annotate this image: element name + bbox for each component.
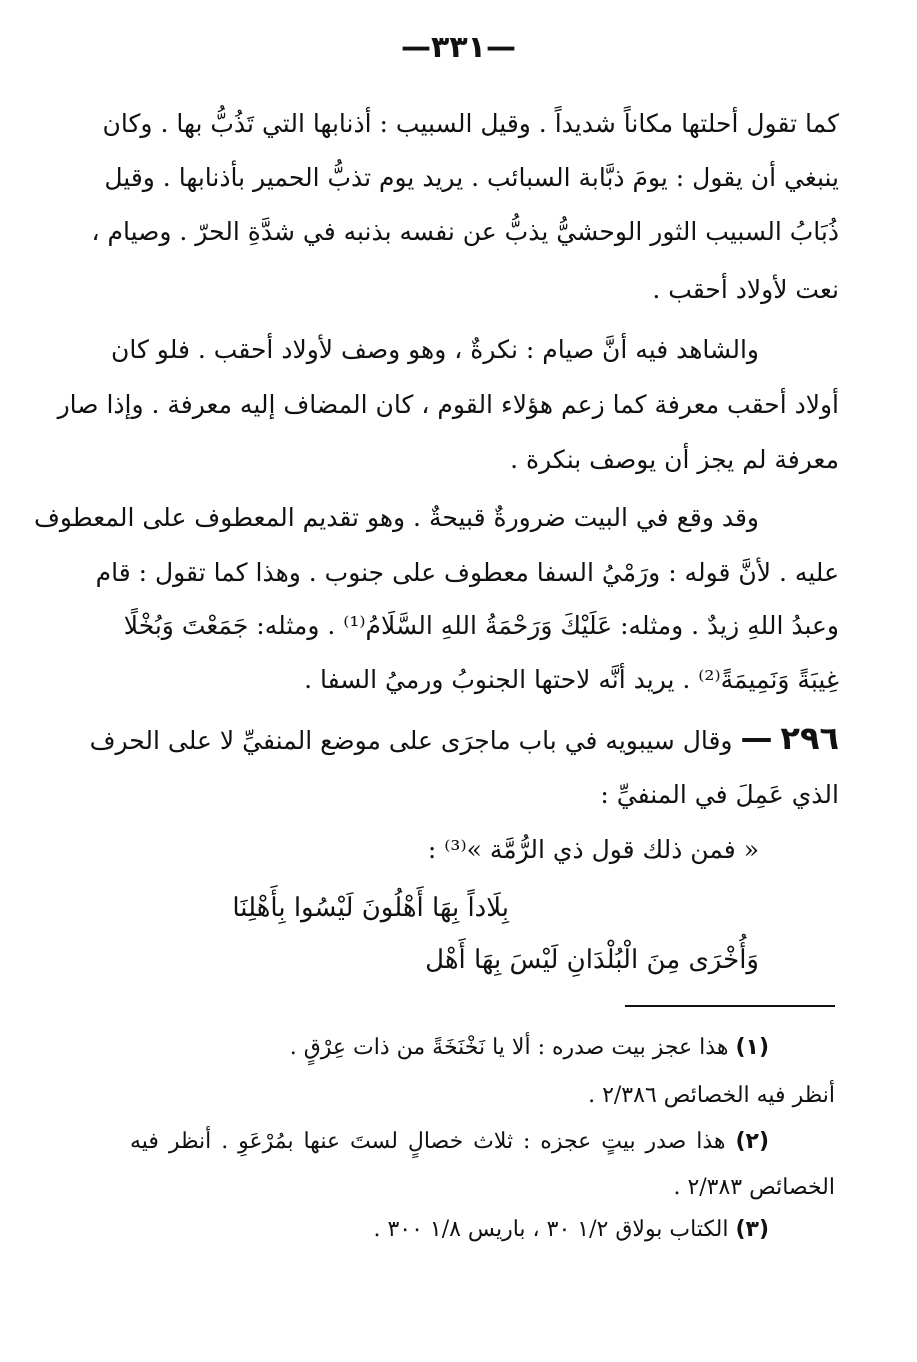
- footnote-divider: [625, 1005, 835, 1007]
- section-296-line-2: الذي عَمِلَ في المنفيِّ :: [600, 780, 839, 809]
- paragraph-1-line-4: نعت لأولاد أحقب .: [652, 275, 839, 304]
- paragraph-1-line-2: ينبغي أن يقول : يومَ ذبَّابة السبائب . يريد يوم تذبُّ الحمير بأذنابها . وقيل: [104, 163, 839, 192]
- footnote-1-line-2: أنظر فيه الخصائص ٢/٣٨٦ .: [588, 1083, 835, 1108]
- footnote-1-text: هذا عجز بيت صدره : ألا يا نَخْنَخَةً من ذات عِرْقٍ .: [289, 1035, 729, 1060]
- section-text: وقال سيبويه في باب ماجرَى على موضع المنفيِّ لا على الحرف: [89, 726, 733, 755]
- verse-hemistich-2: وَأُخْرَى مِنَ الْبُلْدَانِ لَيْسَ بِهَا أَهْل: [425, 945, 759, 975]
- section-number: ٢٩٦: [780, 719, 839, 757]
- footnote-3-mark: (٣): [735, 1217, 769, 1242]
- page-number: —٣٣١—: [401, 30, 516, 65]
- verse-introduction: « فمن ذلك قول ذي الرُّمَّة »⁽³⁾ :: [427, 835, 759, 864]
- verse-hemistich-1: بِلَاداً بِهَا أَهْلُونَ لَيْسُوا بِأَهْلِنَا: [232, 893, 509, 923]
- footnote-3-text: الكتاب بولاق ١/٢ ٣٠ ، باريس ١/٨ ٣٠٠ .: [373, 1217, 729, 1242]
- paragraph-3-line-1: وقد وقع في البيت ضرورةٌ قبيحةٌ . وهو تقديم المعطوف على المعطوف: [33, 503, 759, 532]
- footnote-1-line-1: [130, 1030, 769, 1066]
- paragraph-2-line-3: معرفة لم يجز أن يوصف بنكرة .: [510, 445, 839, 474]
- section-dash: —: [740, 719, 773, 757]
- paragraph-3-line-2: عليه . لأنَّ قوله : ورَمْيُ السفا معطوف على جنوب . وهذا كما تقول : قام: [95, 558, 839, 587]
- footnote-2-line-1: [130, 1124, 769, 1160]
- paragraph-2-line-2: أولاد أحقب معرفة كما زعم هؤلاء القوم ، كان المضاف إليه معرفة . وإذا صار: [57, 390, 839, 419]
- paragraph-1-line-1: كما تقول أحلتها مكاناً شديداً . وقيل السبيب : أذنابها التي تَذُبُّ بها . وكان: [102, 109, 839, 138]
- footnote-2-text: هذا صدر بيتٍ عجزه : ثلاث خصالٍ لستَ عنها بمُرْعَوِ . أنظر فيه: [130, 1129, 726, 1154]
- section-296-line-1: [89, 718, 839, 761]
- paragraph-2-line-1: والشاهد فيه أنَّ صيام : نكرةٌ ، وهو وصف لأولاد أحقب . فلو كان: [110, 335, 759, 364]
- paragraph-3-line-4: غِيبَةً وَنَمِيمَةً⁽²⁾ . يريد أنَّه لاحتها الجنوبُ ورميُ السفا .: [304, 665, 839, 694]
- footnote-1-mark: (١): [735, 1035, 769, 1060]
- paragraph-1-line-3: ذُبَابُ السبيب الثور الوحشيُّ يذبُّ عن نفسه بذنبه في شدَّةِ الحرّ . وصيام ،: [91, 217, 839, 246]
- footnote-2-line-2: الخصائص ٢/٣٨٣ .: [673, 1175, 835, 1200]
- footnote-3-line-1: [130, 1212, 769, 1248]
- paragraph-3-line-3: وعبدُ اللهِ زيدٌ . ومثله: عَلَيْكَ وَرَحْمَةُ اللهِ السَّلَامُ⁽¹⁾ . ومثله: جَمَعْتَ وَبُخْلًا: [123, 611, 839, 640]
- footnote-2-mark: (٢): [735, 1129, 769, 1154]
